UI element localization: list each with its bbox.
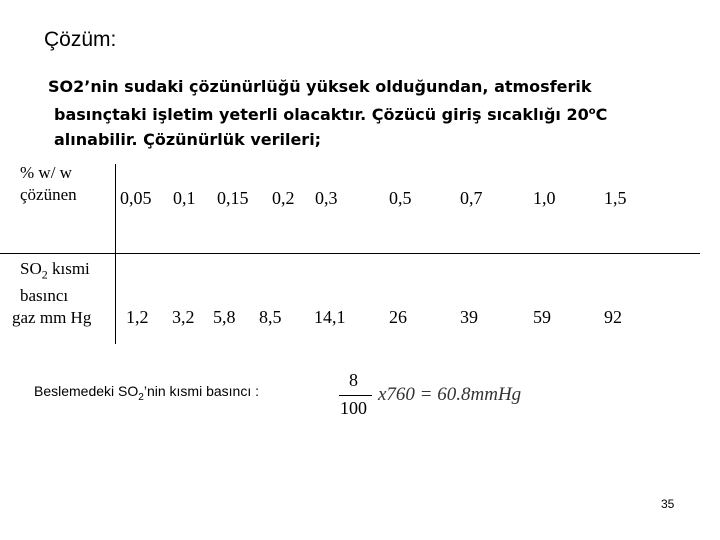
solute-cell: 1,0 [533, 188, 556, 208]
solute-cell: 0,7 [460, 188, 483, 208]
pressure-cell: 3,2 [172, 307, 195, 327]
row1-label [20, 162, 77, 206]
table-vertical-divider [115, 164, 116, 344]
row1-label-line2: çözünen [20, 185, 77, 204]
intro-line-2-text: basınçtaki işletim yeterli olacaktır. Çözücü giriş sıcaklığı 20 [54, 105, 589, 124]
solute-cell: 0,2 [272, 188, 295, 208]
solute-cell: 1,5 [604, 188, 627, 208]
pressure-cell: 1,2 [126, 307, 149, 327]
pressure-cell: 26 [389, 307, 407, 327]
formula-result: x760 = 60.8mmHg [378, 384, 522, 405]
solute-cell: 0,5 [389, 188, 412, 208]
page-title: Çözüm: [44, 28, 117, 51]
row2-label-line2: basıncı [20, 286, 69, 306]
pressure-cell: 59 [533, 307, 551, 327]
solute-cell: 0,1 [173, 188, 196, 208]
pressure-cell: 5,8 [213, 307, 236, 327]
solute-cell: 0,3 [315, 188, 338, 208]
intro-paragraph [48, 74, 698, 152]
solute-cell: 0,15 [217, 188, 249, 208]
degree-superscript: o [588, 106, 596, 117]
fraction-numerator: 8 [349, 370, 358, 390]
row2-label-line3: gaz mm Hg [12, 308, 92, 328]
solute-cell: 0,05 [120, 188, 152, 208]
row2-label-line1: $SO_2$ kısmi [20, 259, 90, 282]
feed-pressure-label: Beslemedeki $SO_2’nin$ kısmi basıncı : [34, 383, 259, 403]
row2-label [12, 258, 91, 329]
fraction-bar [339, 395, 372, 396]
pressure-cell: 39 [460, 307, 478, 327]
row1-label-line1: % w/ w [20, 163, 72, 182]
intro-line-1: SO2’nin sudaki çözünürlüğü yüksek olduğundan, atmosferik [48, 77, 592, 96]
pressure-cell: 8,5 [259, 307, 282, 327]
table-horizontal-divider [0, 253, 700, 254]
pressure-cell: 92 [604, 307, 622, 327]
page-number: 35 [661, 497, 675, 511]
intro-line-2 [48, 99, 698, 127]
intro-line-2-end: C [595, 105, 608, 124]
pressure-cell: 14,1 [314, 307, 346, 327]
fraction-denominator: 100 [340, 398, 367, 418]
intro-line-3: alınabilir. Çözünürlük verileri; [54, 130, 322, 149]
